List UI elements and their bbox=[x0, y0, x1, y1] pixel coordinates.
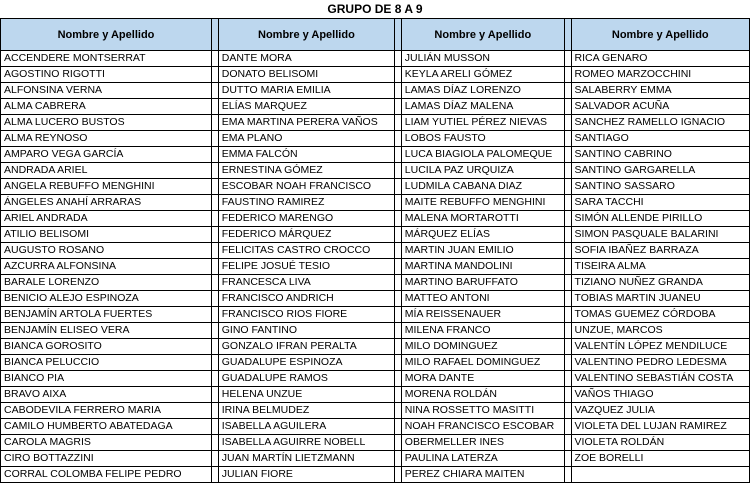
name-cell[interactable]: MARTINA MANDOLINI bbox=[401, 259, 564, 275]
column-gap bbox=[395, 387, 402, 403]
name-cell[interactable]: LUDMILA CABANA DIAZ bbox=[401, 179, 564, 195]
name-cell[interactable]: CORRAL COLOMBA FELIPE PEDRO bbox=[1, 467, 212, 483]
name-cell[interactable]: PAULINA LATERZA bbox=[401, 451, 564, 467]
name-cell[interactable]: UNZUE, MARCOS bbox=[571, 323, 749, 339]
name-cell[interactable]: DONATO BELISOMI bbox=[218, 67, 394, 83]
name-cell[interactable]: GINO FANTINO bbox=[218, 323, 394, 339]
name-cell[interactable]: BARALE LORENZO bbox=[1, 275, 212, 291]
name-cell[interactable]: ELÍAS MARQUEZ bbox=[218, 99, 394, 115]
name-cell[interactable]: VALENTÍN LÓPEZ MENDILUCE bbox=[571, 339, 749, 355]
column-gap bbox=[395, 403, 402, 419]
name-cell[interactable]: MÍA REISSENAUER bbox=[401, 307, 564, 323]
column-gap bbox=[564, 435, 571, 451]
table-row bbox=[1, 403, 750, 419]
column-header: Nombre y Apellido bbox=[218, 19, 394, 51]
name-cell[interactable]: EMA MARTINA PERERA VAÑOS bbox=[218, 115, 394, 131]
name-cell[interactable]: ALFONSINA VERNA bbox=[1, 83, 212, 99]
table-row bbox=[1, 147, 750, 163]
column-header: Nombre y Apellido bbox=[571, 19, 749, 51]
column-gap bbox=[212, 227, 219, 243]
name-cell[interactable]: MARTIN JUAN EMILIO bbox=[401, 243, 564, 259]
name-cell[interactable]: ERNESTINA GÓMEZ bbox=[218, 163, 394, 179]
name-cell[interactable]: SANCHEZ RAMELLO IGNACIO bbox=[571, 115, 749, 131]
name-cell[interactable]: SANTINO GARGARELLA bbox=[571, 163, 749, 179]
name-cell[interactable]: TISEIRA ALMA bbox=[571, 259, 749, 275]
column-gap bbox=[564, 99, 571, 115]
name-cell[interactable]: DANTE MORA bbox=[218, 51, 394, 67]
name-cell[interactable]: SOFIA IBAÑEZ BARRAZA bbox=[571, 243, 749, 259]
name-cell[interactable]: MORA DANTE bbox=[401, 371, 564, 387]
name-cell[interactable]: OBERMELLER INES bbox=[401, 435, 564, 451]
name-cell[interactable]: ALMA REYNOSO bbox=[1, 131, 212, 147]
name-cell[interactable]: ÁNGELES ANAHÍ ARRARAS bbox=[1, 195, 212, 211]
name-cell[interactable]: LIAM YUTIEL PÉREZ NIEVAS bbox=[401, 115, 564, 131]
table-row bbox=[1, 227, 750, 243]
header-row bbox=[1, 19, 750, 51]
column-gap bbox=[212, 259, 219, 275]
column-gap bbox=[395, 451, 402, 467]
name-cell[interactable]: NOAH FRANCISCO ESCOBAR bbox=[401, 419, 564, 435]
name-cell[interactable]: AMPARO VEGA GARCÍA bbox=[1, 147, 212, 163]
column-gap bbox=[395, 275, 402, 291]
column-gap bbox=[564, 355, 571, 371]
column-gap bbox=[212, 211, 219, 227]
column-gap bbox=[212, 163, 219, 179]
name-cell[interactable]: FELICITAS CASTRO CROCCO bbox=[218, 243, 394, 259]
column-gap bbox=[395, 67, 402, 83]
name-cell[interactable]: ATILIO BELISOMI bbox=[1, 227, 212, 243]
name-cell[interactable]: SALVADOR ACUÑA bbox=[571, 99, 749, 115]
name-cell[interactable]: EMMA FALCÓN bbox=[218, 147, 394, 163]
name-cell[interactable]: SANTINO SASSARO bbox=[571, 179, 749, 195]
name-cell[interactable]: VAZQUEZ JULIA bbox=[571, 403, 749, 419]
name-cell[interactable]: FRANCISCO ANDRICH bbox=[218, 291, 394, 307]
column-gap bbox=[395, 291, 402, 307]
column-gap bbox=[395, 259, 402, 275]
name-cell[interactable]: MATTEO ANTONI bbox=[401, 291, 564, 307]
column-gap bbox=[564, 83, 571, 99]
column-gap bbox=[395, 115, 402, 131]
column-gap bbox=[395, 147, 402, 163]
name-cell[interactable]: NINA ROSSETTO MASITTI bbox=[401, 403, 564, 419]
name-cell[interactable]: CAMILO HUMBERTO ABATEDAGA bbox=[1, 419, 212, 435]
column-gap bbox=[564, 195, 571, 211]
name-cell[interactable]: MAITE REBUFFO MENGHINI bbox=[401, 195, 564, 211]
column-gap bbox=[395, 435, 402, 451]
name-cell[interactable]: BIANCO PIA bbox=[1, 371, 212, 387]
column-gap bbox=[212, 371, 219, 387]
name-cell[interactable]: MORENA ROLDÁN bbox=[401, 387, 564, 403]
column-gap bbox=[212, 275, 219, 291]
column-gap bbox=[212, 51, 219, 67]
table-row bbox=[1, 387, 750, 403]
name-cell[interactable]: BENICIO ALEJO ESPINOZA bbox=[1, 291, 212, 307]
name-cell[interactable]: FEDERICO MÁRQUEZ bbox=[218, 227, 394, 243]
name-cell[interactable]: RICA GENARO bbox=[571, 51, 749, 67]
column-gap bbox=[564, 467, 571, 483]
column-gap bbox=[212, 83, 219, 99]
column-gap bbox=[395, 371, 402, 387]
column-gap bbox=[395, 163, 402, 179]
table-row bbox=[1, 451, 750, 467]
column-gap bbox=[564, 403, 571, 419]
name-cell[interactable]: ESCOBAR NOAH FRANCISCO bbox=[218, 179, 394, 195]
name-cell[interactable]: VAÑOS THIAGO bbox=[571, 387, 749, 403]
name-cell[interactable]: VALENTINO PEDRO LEDESMA bbox=[571, 355, 749, 371]
column-gap bbox=[564, 179, 571, 195]
table-row bbox=[1, 211, 750, 227]
name-cell[interactable]: ARIEL ANDRADA bbox=[1, 211, 212, 227]
column-gap bbox=[564, 339, 571, 355]
name-cell[interactable]: SARA TACCHI bbox=[571, 195, 749, 211]
name-cell[interactable]: JULIÁN MUSSON bbox=[401, 51, 564, 67]
column-gap bbox=[564, 19, 571, 51]
column-gap bbox=[212, 307, 219, 323]
column-gap bbox=[212, 243, 219, 259]
name-cell[interactable]: GUADALUPE ESPINOZA bbox=[218, 355, 394, 371]
table-row bbox=[1, 99, 750, 115]
column-gap bbox=[564, 243, 571, 259]
name-cell[interactable]: AGOSTINO RIGOTTI bbox=[1, 67, 212, 83]
column-gap bbox=[395, 243, 402, 259]
column-header: Nombre y Apellido bbox=[401, 19, 564, 51]
table-row bbox=[1, 339, 750, 355]
column-gap bbox=[395, 211, 402, 227]
name-cell[interactable]: MILO RAFAEL DOMINGUEZ bbox=[401, 355, 564, 371]
column-gap bbox=[564, 275, 571, 291]
column-gap bbox=[212, 451, 219, 467]
name-cell[interactable]: AUGUSTO ROSANO bbox=[1, 243, 212, 259]
name-cell[interactable]: FELIPE JOSUÉ TESIO bbox=[218, 259, 394, 275]
column-gap bbox=[564, 371, 571, 387]
table-row bbox=[1, 51, 750, 67]
table-row bbox=[1, 307, 750, 323]
name-cell[interactable]: TIZIANO NUÑEZ GRANDA bbox=[571, 275, 749, 291]
column-gap bbox=[564, 67, 571, 83]
table-row bbox=[1, 291, 750, 307]
table-row bbox=[1, 259, 750, 275]
column-gap bbox=[212, 355, 219, 371]
name-cell[interactable]: ISABELLA AGUIRRE NOBELL bbox=[218, 435, 394, 451]
column-gap bbox=[212, 147, 219, 163]
column-gap bbox=[212, 179, 219, 195]
column-gap bbox=[212, 131, 219, 147]
column-gap bbox=[212, 67, 219, 83]
name-cell[interactable]: LAMAS DÍAZ MALENA bbox=[401, 99, 564, 115]
column-gap bbox=[212, 387, 219, 403]
name-cell[interactable]: SANTIAGO bbox=[571, 131, 749, 147]
column-gap bbox=[395, 307, 402, 323]
name-cell[interactable]: BIANCA PELUCCIO bbox=[1, 355, 212, 371]
column-gap bbox=[395, 323, 402, 339]
name-cell[interactable]: VALENTINO SEBASTIÁN COSTA bbox=[571, 371, 749, 387]
name-cell[interactable]: LOBOS FAUSTO bbox=[401, 131, 564, 147]
page-title: GRUPO DE 8 A 9 bbox=[327, 2, 423, 16]
column-gap bbox=[564, 131, 571, 147]
column-gap bbox=[212, 419, 219, 435]
column-gap bbox=[564, 387, 571, 403]
column-gap bbox=[564, 419, 571, 435]
name-cell[interactable]: BENJAMÍN ARTOLA FUERTES bbox=[1, 307, 212, 323]
name-cell[interactable]: GONZALO IFRAN PERALTA bbox=[218, 339, 394, 355]
table-row bbox=[1, 179, 750, 195]
empty-cell[interactable] bbox=[571, 467, 749, 483]
name-cell[interactable]: TOBIAS MARTIN JUANEU bbox=[571, 291, 749, 307]
table-row bbox=[1, 371, 750, 387]
table-row bbox=[1, 275, 750, 291]
column-gap bbox=[212, 195, 219, 211]
name-cell[interactable]: FEDERICO MARENGO bbox=[218, 211, 394, 227]
column-gap bbox=[212, 19, 219, 51]
name-cell[interactable]: BENJAMÍN ELISEO VERA bbox=[1, 323, 212, 339]
name-cell[interactable]: IRINA BELMUDEZ bbox=[218, 403, 394, 419]
name-cell[interactable]: MARTINO BARUFFATO bbox=[401, 275, 564, 291]
name-cell[interactable]: ISABELLA AGUILERA bbox=[218, 419, 394, 435]
column-gap bbox=[564, 259, 571, 275]
table-row bbox=[1, 467, 750, 483]
column-gap bbox=[212, 99, 219, 115]
column-gap bbox=[395, 355, 402, 371]
column-gap bbox=[395, 339, 402, 355]
name-cell[interactable]: ALMA CABRERA bbox=[1, 99, 212, 115]
name-cell[interactable]: JUAN MARTÍN LIETZMANN bbox=[218, 451, 394, 467]
table-row bbox=[1, 323, 750, 339]
name-cell[interactable]: ROMEO MARZOCCHINI bbox=[571, 67, 749, 83]
name-cell[interactable]: VIOLETA DEL LUJAN RAMIREZ bbox=[571, 419, 749, 435]
column-gap bbox=[564, 115, 571, 131]
column-gap bbox=[564, 163, 571, 179]
name-cell[interactable]: TOMAS GUEMEZ CÓRDOBA bbox=[571, 307, 749, 323]
name-cell[interactable]: SIMON PASQUALE BALARINI bbox=[571, 227, 749, 243]
column-gap bbox=[395, 179, 402, 195]
name-cell[interactable]: DUTTO MARIA EMILIA bbox=[218, 83, 394, 99]
name-cell[interactable]: MILO DOMINGUEZ bbox=[401, 339, 564, 355]
table-row bbox=[1, 355, 750, 371]
column-gap bbox=[395, 99, 402, 115]
name-cell[interactable]: ANDRADA ARIEL bbox=[1, 163, 212, 179]
name-cell[interactable]: MALENA MORTAROTTI bbox=[401, 211, 564, 227]
name-cell[interactable]: LUCILA PAZ URQUIZA bbox=[401, 163, 564, 179]
column-gap bbox=[395, 419, 402, 435]
column-gap bbox=[395, 227, 402, 243]
column-gap bbox=[395, 51, 402, 67]
column-gap bbox=[212, 467, 219, 483]
name-cell[interactable]: CAROLA MAGRIS bbox=[1, 435, 212, 451]
table-row bbox=[1, 163, 750, 179]
name-cell[interactable]: MÁRQUEZ ELÍAS bbox=[401, 227, 564, 243]
table-row bbox=[1, 67, 750, 83]
name-cell[interactable]: FRANCISCO RIOS FIORE bbox=[218, 307, 394, 323]
table-row bbox=[1, 195, 750, 211]
name-cell[interactable]: EMA PLANO bbox=[218, 131, 394, 147]
name-cell[interactable]: LAMAS DÍAZ LORENZO bbox=[401, 83, 564, 99]
name-cell[interactable]: AZCURRA ALFONSINA bbox=[1, 259, 212, 275]
name-cell[interactable]: GUADALUPE RAMOS bbox=[218, 371, 394, 387]
column-header: Nombre y Apellido bbox=[1, 19, 212, 51]
name-cell[interactable]: SALABERRY EMMA bbox=[571, 83, 749, 99]
name-cell[interactable]: JULIAN FIORE bbox=[218, 467, 394, 483]
column-gap bbox=[395, 83, 402, 99]
name-cell[interactable]: FRANCESCA LIVA bbox=[218, 275, 394, 291]
name-cell[interactable]: BIANCA GOROSITO bbox=[1, 339, 212, 355]
table-row bbox=[1, 419, 750, 435]
table-row bbox=[1, 83, 750, 99]
name-cell[interactable]: PEREZ CHIARA MAITEN bbox=[401, 467, 564, 483]
name-cell[interactable]: KEYLA ARELI GÓMEZ bbox=[401, 67, 564, 83]
column-gap bbox=[395, 195, 402, 211]
name-cell[interactable]: HELENA UNZUE bbox=[218, 387, 394, 403]
column-gap bbox=[564, 51, 571, 67]
column-gap bbox=[395, 131, 402, 147]
column-gap bbox=[395, 19, 402, 51]
name-cell[interactable]: FAUSTINO RAMIREZ bbox=[218, 195, 394, 211]
column-gap bbox=[564, 323, 571, 339]
table-row bbox=[1, 131, 750, 147]
table-row bbox=[1, 435, 750, 451]
column-gap bbox=[564, 147, 571, 163]
column-gap bbox=[564, 307, 571, 323]
name-cell[interactable]: LUCA BIAGIOLA PALOMEQUE bbox=[401, 147, 564, 163]
column-gap bbox=[212, 435, 219, 451]
name-cell[interactable]: BRAVO AIXA bbox=[1, 387, 212, 403]
name-cell[interactable]: ACCENDERE MONTSERRAT bbox=[1, 51, 212, 67]
column-gap bbox=[212, 323, 219, 339]
names-table bbox=[0, 18, 750, 483]
column-gap bbox=[564, 227, 571, 243]
name-cell[interactable]: ALMA LUCERO BUSTOS bbox=[1, 115, 212, 131]
name-cell[interactable]: CABODEVILA FERRERO MARIA bbox=[1, 403, 212, 419]
column-gap bbox=[395, 467, 402, 483]
column-gap bbox=[564, 291, 571, 307]
column-gap bbox=[564, 211, 571, 227]
name-cell[interactable]: SIMÓN ALLENDE PIRILLO bbox=[571, 211, 749, 227]
name-cell[interactable]: CIRO BOTTAZZINI bbox=[1, 451, 212, 467]
name-cell[interactable]: SANTINO CABRINO bbox=[571, 147, 749, 163]
column-gap bbox=[212, 339, 219, 355]
name-cell[interactable]: VIOLETA ROLDÁN bbox=[571, 435, 749, 451]
column-gap bbox=[212, 403, 219, 419]
name-cell[interactable]: ZOE BORELLI bbox=[571, 451, 749, 467]
column-gap bbox=[564, 451, 571, 467]
name-cell[interactable]: MILENA FRANCO bbox=[401, 323, 564, 339]
table-row bbox=[1, 243, 750, 259]
column-gap bbox=[212, 291, 219, 307]
name-cell[interactable]: ANGELA REBUFFO MENGHINI bbox=[1, 179, 212, 195]
column-gap bbox=[212, 115, 219, 131]
table-row bbox=[1, 115, 750, 131]
